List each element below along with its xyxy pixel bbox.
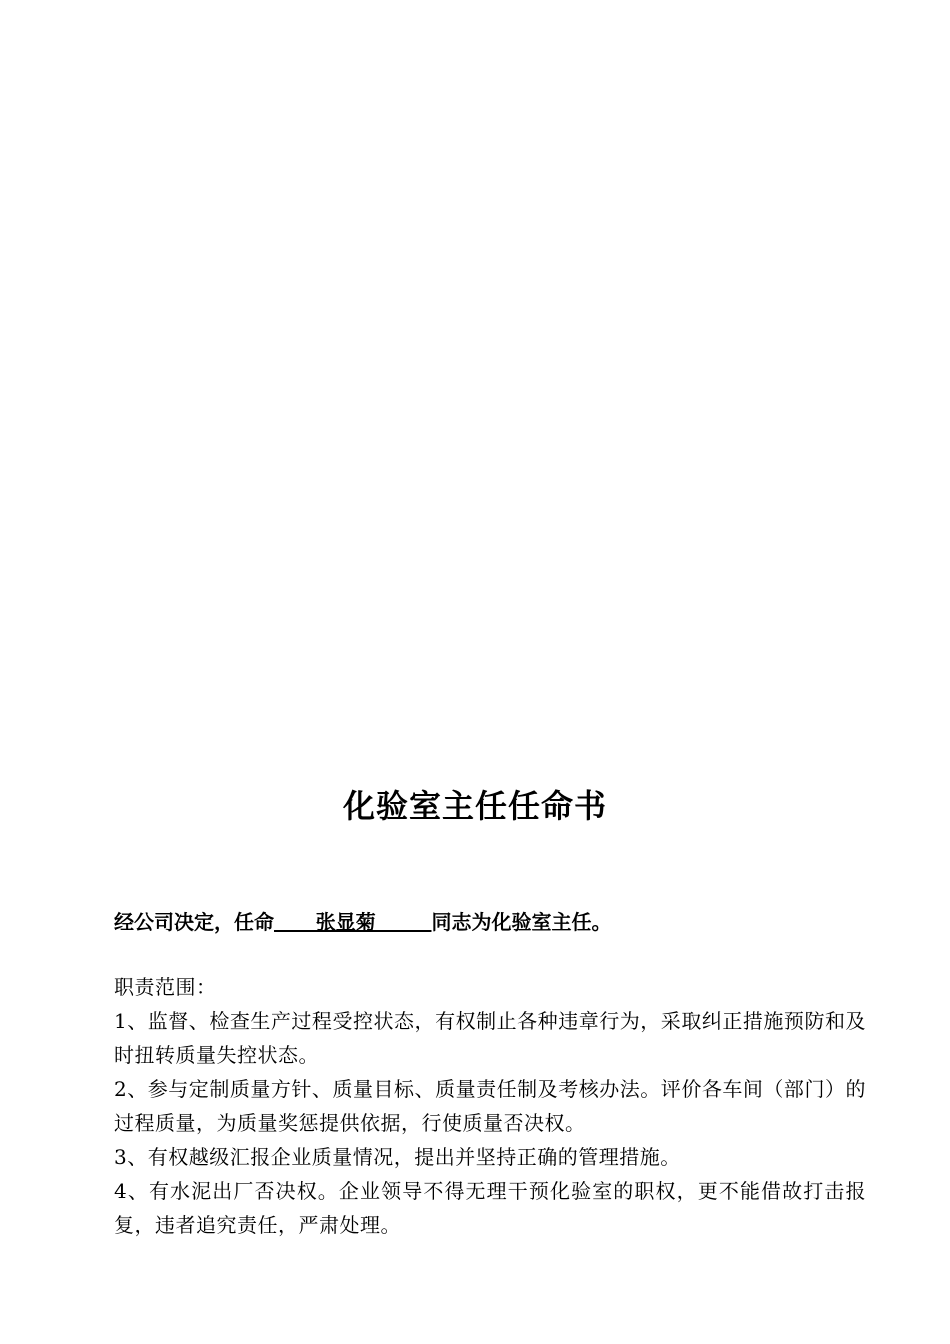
responsibility-item: 4、有水泥出厂否决权。企业领导不得无理干预化验室的职权，更不能借故打击报复，违者追究责任，严肃处理。 [114, 1179, 866, 1237]
document-title: 化验室主任任命书 [342, 787, 607, 825]
responsibilities-section [114, 970, 866, 1242]
appointee-name: 张显菊 [274, 910, 432, 934]
responsibility-item: 2、参与定制质量方针、质量目标、质量责任制及考核办法。评价各车间（部门）的过程质量，为质量奖惩提供依据，行使质量否决权。 [114, 1077, 866, 1135]
appointment-suffix: 同志为化验室主任。 [431, 910, 612, 934]
appointment-statement [114, 905, 611, 939]
responsibility-item: 1、监督、检查生产过程受控状态，有权制止各种违章行为，采取纠正措施预防和及时扭转质量失控状态。 [114, 1009, 866, 1067]
responsibility-item: 3、有权越级汇报企业质量情况，提出并坚持正确的管理措施。 [114, 1145, 681, 1169]
responsibilities-heading: 职责范围： [114, 975, 217, 999]
appointment-prefix: 经公司决定，任命 [114, 910, 274, 934]
